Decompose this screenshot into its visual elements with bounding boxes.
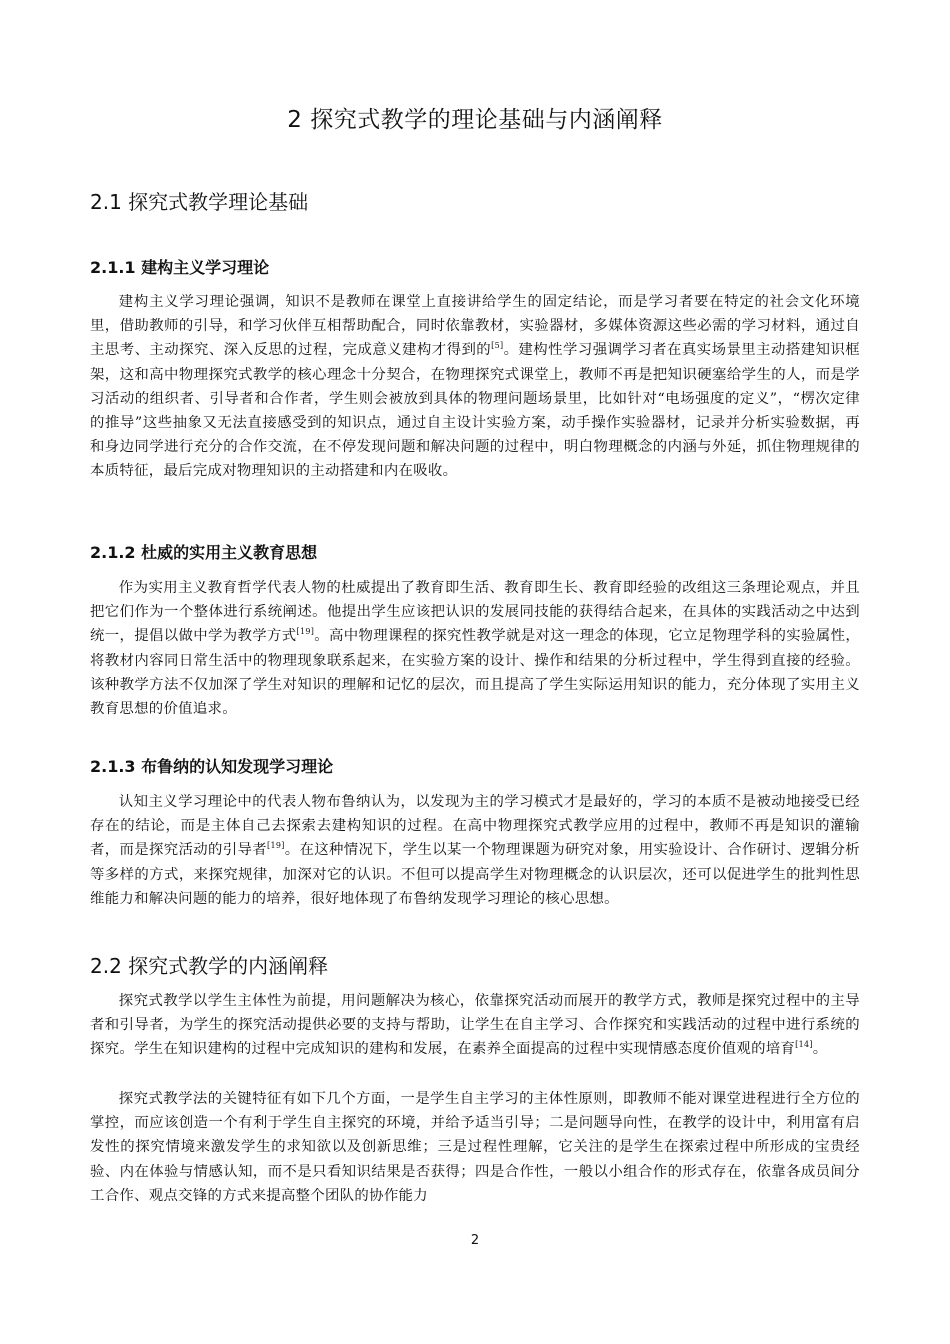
paragraph-bruner bbox=[90, 790, 860, 911]
paragraph-text: 建构主义学习理论强调，知识不是教师在课堂上直接讲给学生的固定结论，而是学习者要在特定的社会文化环境里，借助教师的引导，和学习伙伴互相帮助配合，同时依靠教材，实验器材，多媒体资源这些必需的学习材料，通过自主思考、主动探究、深入反思的过程，完成意义建构才得到的 bbox=[90, 294, 860, 359]
paragraph-text: 认知主义学习理论中的代表人物布鲁纳认为，以发现为主的学习模式才是最好的，学习的本质不是被动地接受已经存在的结论，而是主体自己去探索去建构知识的过程。在高中物理探究式教学应用的过程中，教师不再是知识的灌输者，而是探究活动的引导者 bbox=[90, 794, 860, 859]
subsection-heading-2-1-1: 2.1.1 建构主义学习理论 bbox=[90, 258, 270, 277]
paragraph-key-features: 探究式教学法的关键特征有如下几个方面，一是学生自主学习的主体性原则，即教师不能对课堂进程进行全方位的掌控，而应该创造一个有利于学生自主探究的环境，并给予适当引导；二是问题导向性，在教学的设计中，利用富有启发性的探究情境来激发学生的求知欲以及创新思维；三是过程性理解，它关注的是学生在探索过程中所形成的宝贵经验、内在体验与情感认知，而不是只看知识结果是否获得；四是合作性，一般以小组合作的形式存在，依靠各成员间分工合作、观点交锋的方式来提高整个团队的协作能力 bbox=[90, 1091, 860, 1204]
paragraph-text: 探究式教学以学生主体性为前提，用问题解决为核心，依靠探究活动而展开的教学方式，教师是探究过程中的主导者和引导者，为学生的探究活动提供必要的支持与帮助，让学生在自主学习、合作探究和实践活动的过程中进行系统的探究。学生在知识建构的过程中完成知识的建构和发展，在素养全面提高的过程中实现情感态度价值观的培育 bbox=[90, 993, 860, 1058]
section-heading-2-2: 2.2 探究式教学的内涵阐释 bbox=[90, 954, 329, 978]
paragraph-text: 。建构性学习强调学习者在真实场景里主动搭建知识框架，这和高中物理探究式教学的核心理念十分契合，在物理探究式课堂上，教师不再是把知识硬塞给学生的人，而是学习活动的组织者、引导者和合作者，学生则会被放到具体的物理问题场景里，比如针对“电场强度的定义”，“楞次定律的推导”这些抽象又无法直接感受到的知识点，通过自主设计实验方案，动手操作实验器材，记录并分析实验数据，再和身边同学进行充分的合作交流，在不停发现问题和解决问题的过程中，明白物理概念的内涵与外延，抓住物理规律的本质特征，最后完成对物理知识的主动搭建和内在吸收。 bbox=[90, 342, 860, 480]
citation: [5] bbox=[491, 341, 504, 351]
page-number: 2 bbox=[470, 1233, 480, 1248]
citation: [19] bbox=[267, 841, 285, 851]
paragraph-constructivism bbox=[90, 290, 860, 484]
citation: [14] bbox=[795, 1040, 813, 1050]
section-heading-2-1: 2.1 探究式教学理论基础 bbox=[90, 190, 309, 214]
paragraph-text: 。高中物理课程的探究性教学就是对这一理念的体现，它立足物理学科的实验属性，将教材内容同日常生活中的物理现象联系起来，在实验方案的设计、操作和结果的分析过程中，学生得到直接的经验。该种教学方法不仅加深了学生对知识的理解和记忆的层次，而且提高了学生实际运用知识的能力，充分体现了实用主义教育思想的价值追求。 bbox=[90, 628, 861, 718]
paragraph-inquiry-connotation bbox=[90, 989, 860, 1062]
chapter-title: 2 探究式教学的理论基础与内涵阐释 bbox=[287, 107, 663, 133]
paragraph-text: 。 bbox=[812, 1041, 828, 1058]
paragraph-text: 。在这种情况下，学生以某一个物理课题为研究对象，用实验设计、合作研讨、逻辑分析等多样的方式，来探究规律，加深对它的认识。不但可以提高学生对物理概念的认识层次，还可以促进学生的批判性思维能力和解决问题的能力的培养，很好地体现了布鲁纳发现学习理论的核心思想。 bbox=[90, 842, 860, 907]
subsection-heading-2-1-2: 2.1.2 杜威的实用主义教育思想 bbox=[90, 543, 318, 562]
subsection-heading-2-1-3: 2.1.3 布鲁纳的认知发现学习理论 bbox=[90, 757, 334, 776]
paragraph-dewey bbox=[90, 576, 860, 721]
paragraph-text: 作为实用主义教育哲学代表人物的杜威提出了教育即生活、教育即生长、教育即经验的改组这三条理论观点，并且把它们作为一个整体进行系统阐述。他提出学生应该把认识的发展同技能的获得结合起来，在具体的实践活动之中达到统一，提倡以做中学为教学方式 bbox=[90, 580, 860, 645]
citation: [19] bbox=[296, 627, 315, 637]
